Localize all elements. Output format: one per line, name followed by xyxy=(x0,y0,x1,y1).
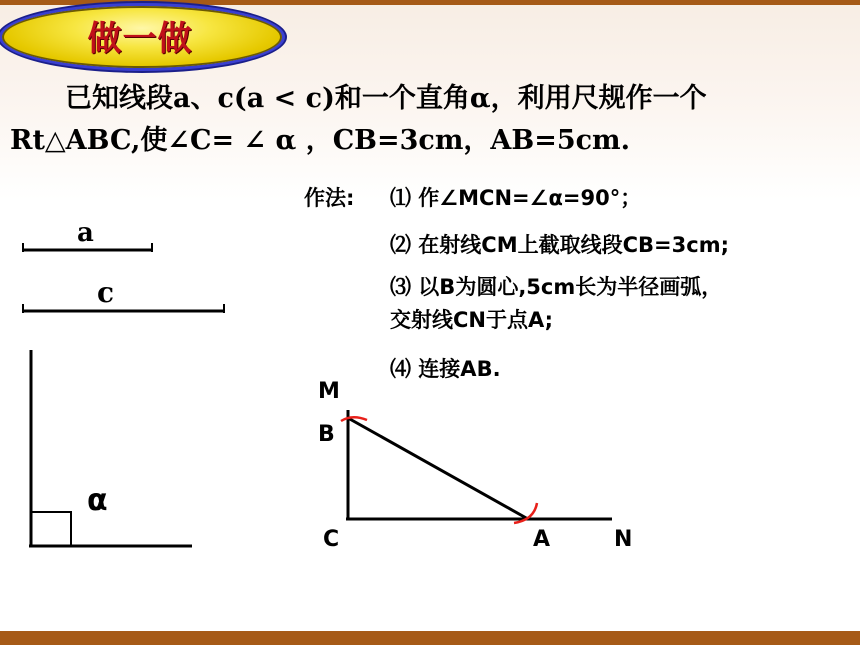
triangle-construction xyxy=(346,410,612,519)
slide-title: 做一做 xyxy=(87,18,193,59)
step-1: ⑴ 作∠MCN=∠α=90°； xyxy=(390,186,642,210)
step-3-line-2: 交射线CN于点A; xyxy=(390,308,554,332)
label-alpha: α xyxy=(87,483,108,518)
right-angle-alpha xyxy=(29,350,192,546)
segment-c xyxy=(23,304,224,313)
label-n: N xyxy=(614,527,633,552)
label-a-point: A xyxy=(533,527,551,552)
label-b: B xyxy=(318,422,335,447)
label-c-point: C xyxy=(323,527,340,552)
label-a: a xyxy=(77,218,94,248)
problem-line-1-text: 已知线段a、c(a < c)和一个直角α，利用尺规作一个 xyxy=(65,83,707,114)
step-4: ⑷ 连接AB. xyxy=(390,357,501,381)
method-label: 作法: xyxy=(304,186,355,210)
label-c: c xyxy=(97,276,115,309)
label-m: M xyxy=(318,379,340,404)
step-3-line-1: ⑶ 以B为圆心,5cm长为半径画弧， xyxy=(390,275,723,299)
problem-line-2: Rt△ABC,使∠C= ∠ α ，CB=3cm，AB=5cm. xyxy=(10,125,631,156)
step-2: ⑵ 在射线CM上截取线段CB=3cm; xyxy=(390,233,729,257)
